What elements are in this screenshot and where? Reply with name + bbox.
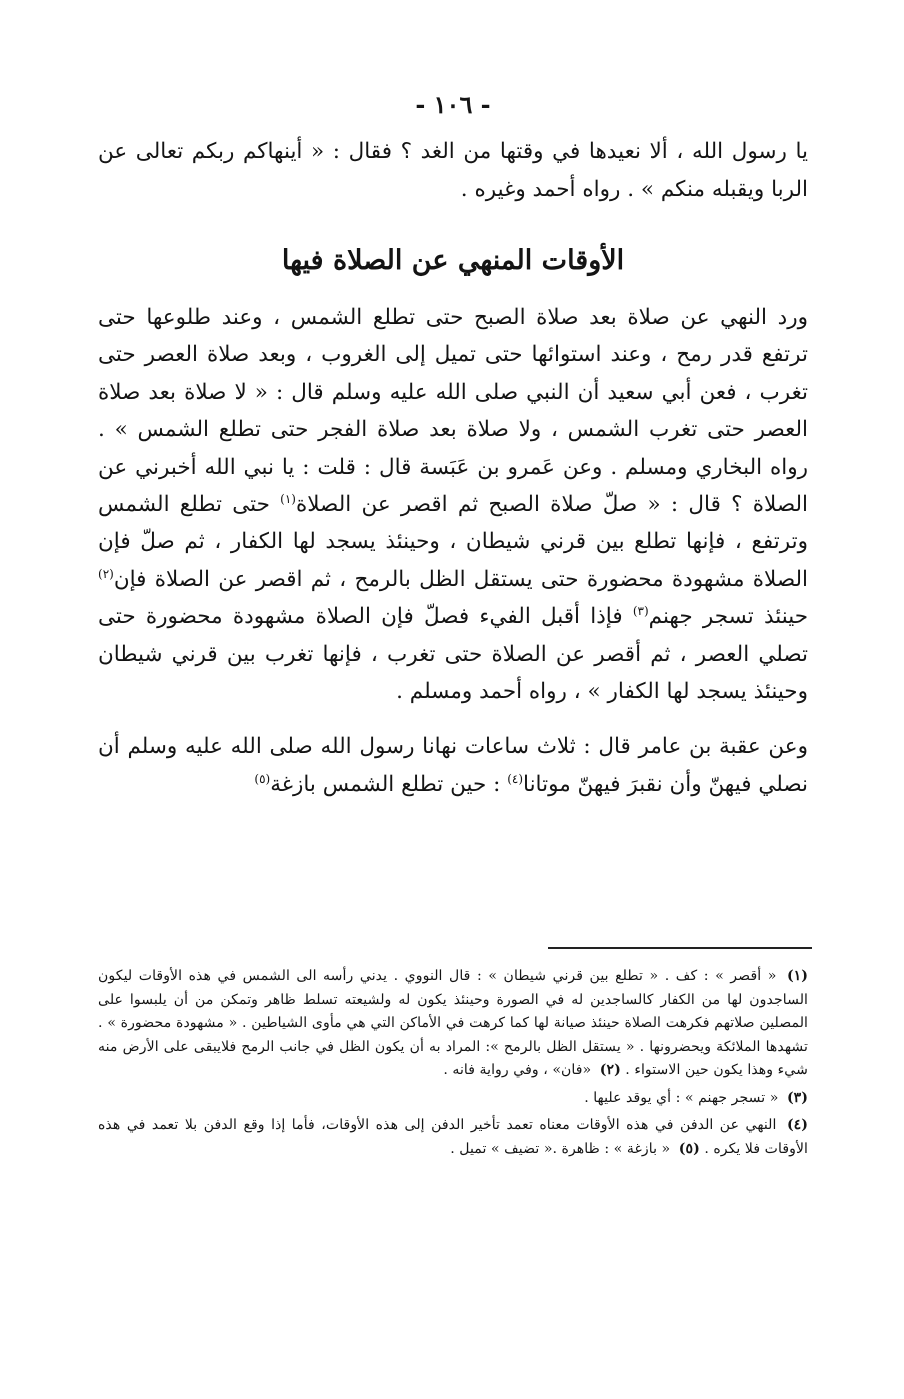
footnote-number: (٢) [599, 1062, 621, 1078]
footnote-number: (٥) [678, 1140, 700, 1157]
footnote-text: النهي عن الدفن في هذه الأوقات معناه تعمد تأخير الدفن إلى هذه الأوقات، فأما إذا وقع الدفن بلا تعمد في هذه الأوقات فلا يكره . [98, 1117, 808, 1157]
footnote-text: «فان» ، وفي رواية فانه . [443, 1062, 592, 1078]
intro-paragraph: يا رسول الله ، ألا نعيدها في وقتها من الغد ؟ فقال : « أينهاكم ربكم تعالى عن الربا ويقبله منكم » . رواه أحمد وغيره . [98, 139, 808, 202]
paragraph-text: وعن عقبة بن عامر قال : ثلاث ساعات نهانا رسول الله صلى الله عليه وسلم أن نصلي فيهنّ وأن نقبرَ فيهنّ موتانا [98, 734, 808, 797]
footnote-number: (٣) [786, 1089, 808, 1106]
paragraph-uqba-hadith [98, 728, 808, 803]
paragraph-text: حتى تطلع الشمس وترتفع ، فإنها تطلع بين قرني شيطان ، وحينئذ يسجد لها الكفار ، ثم صلّ فإن الصلاة مشهودة محضورة حتى يستقل الظل بالرمح ، ثم اقصر عن الصلاة فإن [98, 492, 808, 592]
footnote-reference: (٤) [507, 771, 524, 786]
paragraph-text: ورد النهي عن صلاة بعد صلاة الصبح حتى تطلع الشمس ، وعند طلوعها حتى ترتفع قدر رمح ، وعند استوائها حتى تميل إلى الغروب ، وبعد صلاة العصر حتى تغرب ، فعن أبي سعيد أن النبي صلى الله عليه وسلم قال : « لا صلاة بعد صلاة العصر حتى تغرب الشمس ، ولا صلاة بعد صلاة الفجر حتى تطلع الشمس » . رواه البخاري ومسلم . وعن عَمرو بن عَبَسة قال : قلت : يا نبي الله أخبرني عن الصلاة ؟ قال : « صلّ صلاة الصبح ثم اقصر عن الصلاة [98, 305, 808, 518]
footnote-reference: (٥) [254, 771, 271, 786]
footnote-divider [548, 947, 812, 949]
paragraph-text: فإذا أقبل الفيء فصلّ فإن الصلاة مشهودة محضورة حتى تصلي العصر ، ثم أقصر عن الصلاة حتى تغرب ، فإنها تغرب بين قرني شيطان وحينئذ يسجد لها الكفار » ، رواه أحمد ومسلم . [98, 604, 808, 705]
paragraph-prohibited-times [98, 299, 808, 710]
footnote-3 [98, 1087, 808, 1111]
footnote-number: (٤) [786, 1117, 808, 1133]
paragraph-text: : حين تطلع الشمس بازغة [270, 771, 508, 797]
footnote-number: (١) [786, 968, 808, 984]
page-content [98, 90, 808, 821]
page-number: - ١٠٦ - [415, 90, 491, 119]
footnotes [98, 965, 808, 1165]
footnote-1 [98, 965, 808, 1083]
footnote-reference: (١) [280, 491, 296, 506]
footnote-text: « تسجر جهنم » : أي يوقد عليها . [584, 1089, 779, 1106]
paragraph-text: حينئذ تسجر جهنم [648, 604, 808, 630]
footnote-text: « أقصر » : كف . « تطلع بين قرني شيطان » : قال النووي . يدني رأسه الى الشمس في هذه الأوقات ليكون الساجدون لها من الكفار كالساجدين له في الصورة وحينئذ يكون له ولشيعته تسلط ظاهر وتمكن من أن يلبسوا على المصلين صلاتهم فكرهت الصلاة حينئذ صيانة لها كما كرهت في الأماكن التي هي مأوى الشياطين . « مشهودة محضورة » . تشهدها الملائكة ويحضرونها . « يستقل الظل بالرمح »: المراد به أن يكون الظل في جانب الرمح فلايبقى على الأرض منه شيء وهذا يكون حين الاستواء . [98, 968, 808, 1078]
section-title: الأوقات المنهي عن الصلاة فيها [281, 245, 625, 276]
footnote-4 [98, 1114, 808, 1161]
footnote-text: « بازغة » : ظاهرة .« تضيف » تميل . [450, 1140, 671, 1157]
footnote-reference: (٣) [632, 604, 649, 619]
footnote-reference: (٢) [98, 566, 114, 581]
